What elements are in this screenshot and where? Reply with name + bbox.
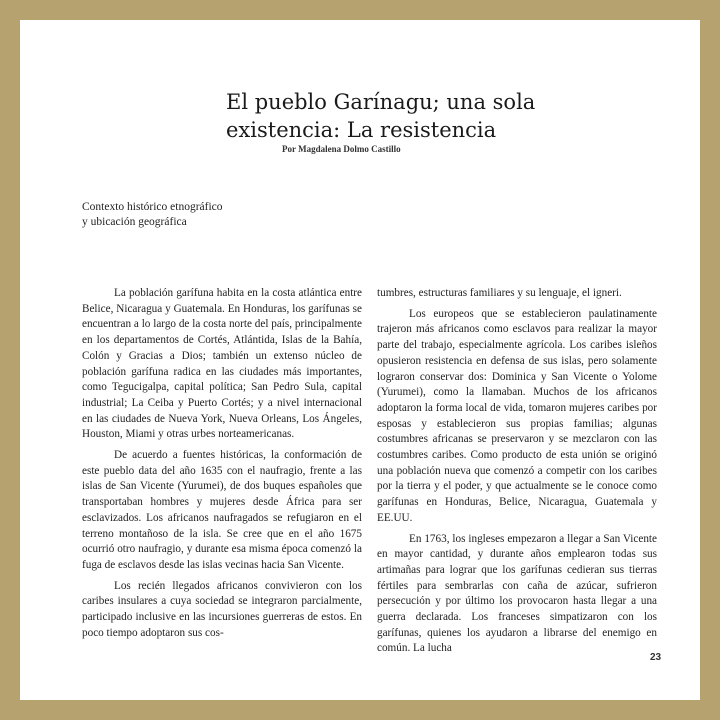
author-byline: Por Magdalena Dolmo Castillo bbox=[282, 144, 401, 154]
paragraph: La población garífuna habita en la costa atlántica entre Belice, Nicaragua y Guatemala. En Honduras, los garífunas se encuentran a lo largo de la costa norte del país, principalmente en los departamentos de Cortés, Atlántida, Islas de la Bahía, Colón y Gracias a Dios; también un extenso núcleo de población garífuna radica en las ciudades más importantes, como Tegucigalpa, capital política; San Pedro Sula, capital industrial; La Ceiba y Puerto Cortés; y a nivel internacional en las ciudades de Nueva York, Nueva Orleans, Los Ángeles, Houston, Miami y otras urbes norteamericanas. bbox=[82, 287, 362, 441]
section-heading-line-2: y ubicación geográfica bbox=[82, 216, 187, 228]
right-column bbox=[377, 286, 657, 662]
left-column bbox=[82, 286, 362, 646]
article-title bbox=[226, 88, 626, 144]
paragraph: Los recién llegados africanos convivieron con los caribes insulares a cuya sociedad se integraron parcialmente, participado inclusive en las incursiones guerreras de estos. En poco tiempo adoptaron sus cos- bbox=[82, 579, 362, 639]
page-number: 23 bbox=[650, 652, 662, 663]
paragraph: Los europeos que se establecieron paulatinamente trajeron más africanos como esclavos para realizar la mayor parte del trabajo, especialmente agrícola. Los caribes isleños opusieron resistencia en defensa de sus islas, pero solamente lograron conservar dos: Dominica y San Vicente o Yolome (Yurumei), como la llamaban. Muchos de los africanos adoptaron la forma local de vida, tomaron mujeres caribes por esposas y establecieron sus propias familias; algunas costumbres africanas se preservaron y se mezclaron con las costumbres caribes. Como producto de esta unión se originó una población nueva que comenzó a competir con los caribes por la tierra y el poder, y que actualmente se le conoce como garífunas en Honduras, Belice, Nicaragua, Guatemala y EE.UU. bbox=[377, 307, 657, 524]
paragraph: En 1763, los ingleses empezaron a llegar a San Vicente en mayor cantidad, y durante años emplearon todas sus artimañas para lograr que los garífunas cedieran sus tierras fértiles para sembrarlas con caña de azúcar, sufrieron persecución y por último los provocaron hasta llegar a una guerra declarada. Los franceses simpatizaron con los garífunas, quienes los ayudaron a librarse del enemigo en común. La lucha bbox=[377, 532, 657, 655]
title-line-1: El pueblo Garínagu; una sola bbox=[226, 90, 536, 114]
magazine-page bbox=[20, 20, 700, 700]
section-heading bbox=[82, 200, 223, 230]
paragraph: De acuerdo a fuentes históricas, la conformación de este pueblo data del año 1635 con el naufragio, frente a las islas de San Vicente (Yurumei), de dos buques españoles que transportaban hombres y mujeres desde África para ser esclavizados. Los africanos naufragados se refugiaron en el terreno montañoso de la isla. Se cree que en el año 1675 ocurrió otro naufragio, y durante esa misma época comenzó la fuga de esclavos desde las islas vecinas hacia San Vicente. bbox=[82, 449, 362, 571]
paragraph-continuation: tumbres, estructuras familiares y su lenguaje, el igneri. bbox=[377, 287, 622, 299]
title-line-2: existencia: La resistencia bbox=[226, 118, 497, 142]
section-heading-line-1: Contexto histórico etnográfico bbox=[82, 201, 223, 213]
